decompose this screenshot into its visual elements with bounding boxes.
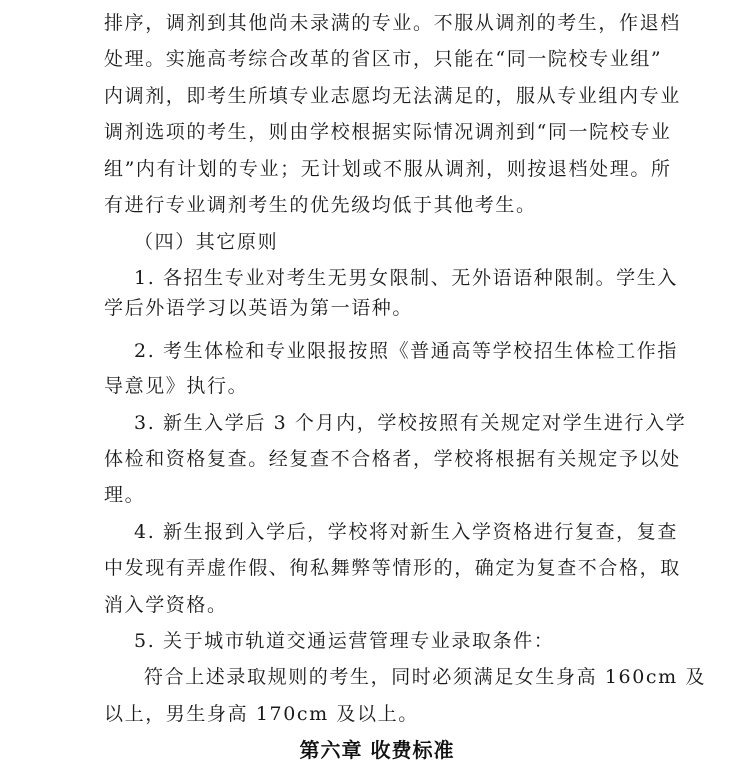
paragraph-line: 内调剂，即考生所填专业志愿均无法满足的，服从专业组内专业	[104, 85, 681, 107]
paragraph-line: 理。	[104, 484, 146, 506]
paragraph-line: 处理。实施高考综合改革的省区市，只能在“同一院校专业组”	[104, 48, 663, 70]
paragraph-line: 消入学资格。	[104, 594, 228, 616]
paragraph-line: 排序，调剂到其他尚未录满的专业。不服从调剂的考生，作退档	[104, 12, 681, 34]
paragraph-line: 学后外语学习以英语为第一语种。	[104, 297, 414, 319]
paragraph-line: 2. 考生体检和专业限报按照《普通高等学校招生体检工作指	[134, 340, 678, 362]
paragraph-line: 导意见》执行。	[104, 375, 249, 397]
paragraph-line: 有进行专业调剂考生的优先级均低于其他考生。	[104, 194, 537, 216]
paragraph-line: 符合上述录取规则的考生，同时必须满足女生身高 160cm 及	[144, 666, 707, 688]
paragraph-line: 调剂选项的考生，则由学校根据实际情况调剂到“同一院校专业	[104, 121, 672, 143]
chapter-heading: 第六章 收费标准	[299, 738, 455, 762]
paragraph-line: 3. 新生入学后 3 个月内，学校按照有关规定对学生进行入学	[134, 412, 687, 434]
paragraph-line: 组”内有计划的专业；无计划或不服从调剂，则按退档处理。所	[104, 158, 672, 180]
paragraph-line: 4. 新生报到入学后，学校将对新生入学资格进行复查，复查	[134, 521, 678, 543]
section-heading: （四）其它原则	[134, 231, 279, 253]
paragraph-line: 5. 关于城市轨道交通运营管理专业录取条件：	[134, 630, 555, 652]
paragraph-line: 以上，男生身高 170cm 及以上。	[104, 703, 419, 725]
paragraph-line: 体检和资格复查。经复查不合格者，学校将根据有关规定予以处	[104, 448, 681, 470]
paragraph-line: 中发现有弄虚作假、徇私舞弊等情形的，确定为复查不合格，取	[104, 557, 681, 579]
paragraph-line: 1. 各招生专业对考生无男女限制、无外语语种限制。学生入	[134, 267, 678, 289]
